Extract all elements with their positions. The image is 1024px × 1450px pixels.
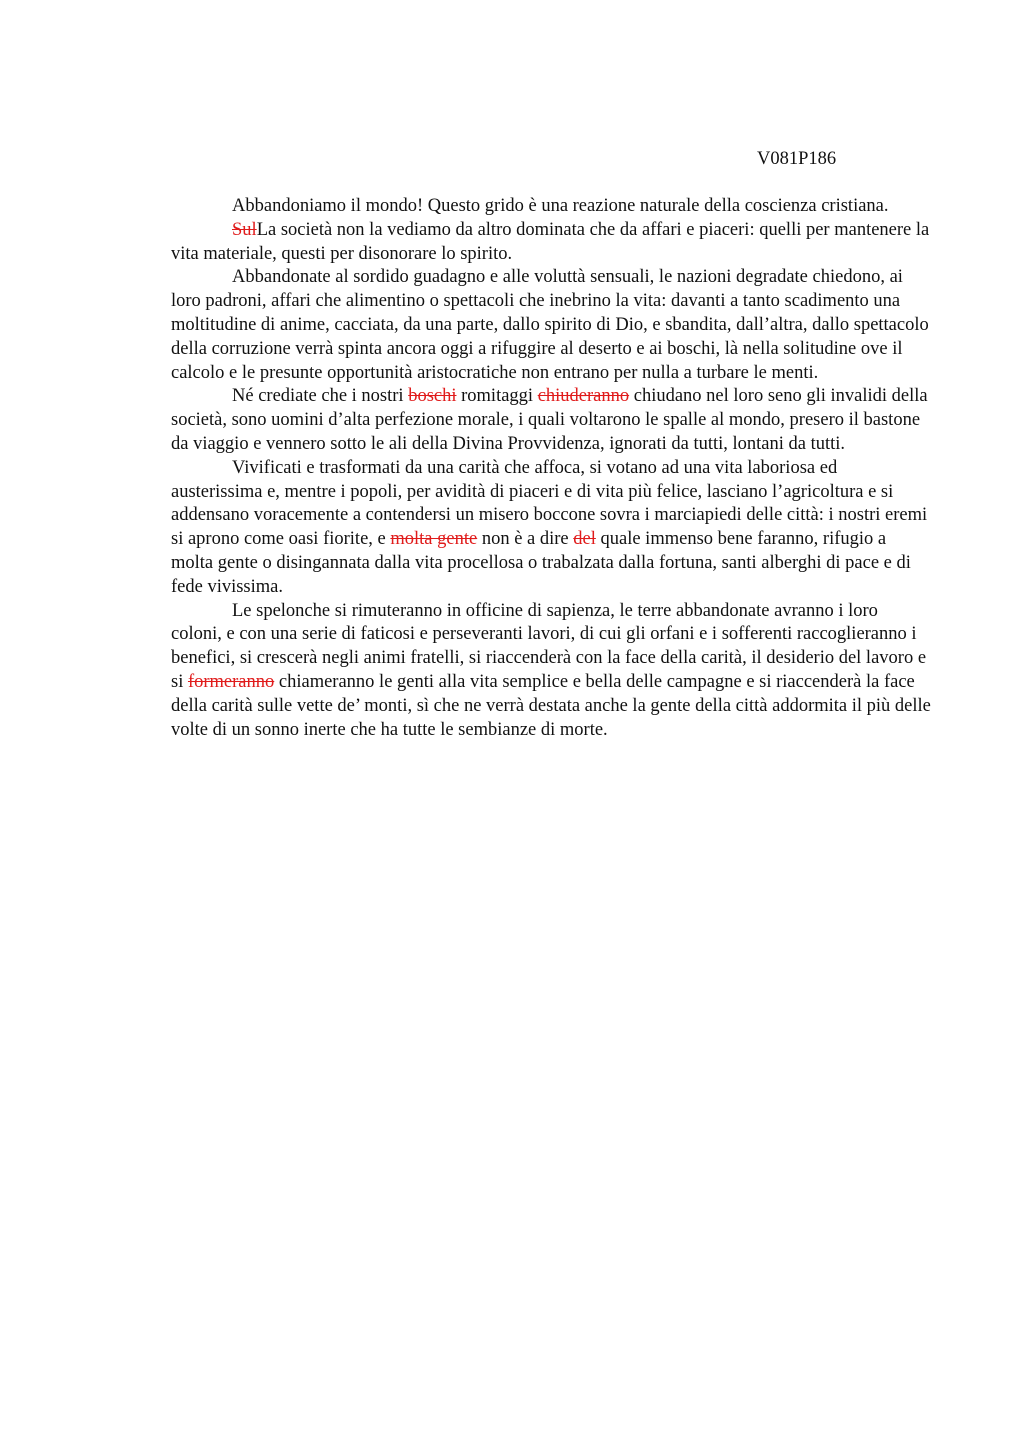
deleted-text: chiuderanno xyxy=(537,386,630,407)
text-segment: quale immenso bene faranno, rifugio a molta gente o disingannata dalla vita procellosa o trabalzata dalla fortuna, santi alberghi di pace e di fede vivissima. xyxy=(171,529,911,597)
document-body xyxy=(171,195,931,742)
paragraph xyxy=(171,195,931,219)
text-segment: Abbandonate al sordido guadagno e alle voluttà sensuali, le nazioni degradate chiedono, ai loro padroni, affari che alimentino o spettacoli che inebrino la vita: davanti a tanto scadimento una moltitudine di anime, cacciata, da una parte, dallo spirito di Dio, e sbandita, dall’altra, dallo spettacolo della corruzione verrà spinta ancora oggi a rifuggire al deserto e ai boschi, là nella solitudine ove il calcolo e le presunte opportunità aristocratiche non entrano per nulla a turbare le menti. xyxy=(171,267,929,383)
text-segment: Le spelonche si rimuteranno in officine di sapienza, le terre abbandonate avranno i loro coloni, e con una serie di faticosi e perseveranti lavori, di cui gli orfani e i sofferenti raccoglieranno i benefici, si crescerà negli animi fratelli, si riaccenderà con la face della carità, il desiderio del lavoro e si xyxy=(171,600,927,692)
text-segment: Abbandoniamo il mondo! Questo grido è una reazione naturale della coscienza cristiana. xyxy=(232,196,889,216)
text-segment: non è a dire xyxy=(477,529,574,550)
deleted-text: del xyxy=(573,529,596,550)
paragraph xyxy=(171,457,931,600)
text-segment: chiameranno le genti alla vita semplice e bella delle campagne e si riaccenderà la face della carità sulle vette de’ monti, sì che ne verrà destata anche la gente della città addormita il più delle volte di un sonno inerte che ha tutte le sembianze di morte. xyxy=(171,671,931,740)
deleted-text: Sul xyxy=(232,219,257,240)
page-identifier: V081P186 xyxy=(757,149,837,169)
text-segment: romitaggi xyxy=(456,386,538,407)
deleted-text: formeranno xyxy=(187,671,275,692)
paragraph xyxy=(171,385,931,456)
text-segment: La società non la vediamo da altro dominata che da affari e piaceri: quelli per mantenere la vita materiale, questi per disonorare lo spirito. xyxy=(171,219,930,264)
text-segment: Vivificati e trasformati da una carità che affoca, si votano ad una vita laboriosa ed austerissima e, mentre i popoli, per avidità di piaceri e di vita più felice, lasciano l’agricoltura e si addensano voracemente a contendersi un misero boccone sovra i marciapiedi delle città: i nostri eremi si aprono come oasi fiorite, e xyxy=(171,457,928,550)
text-segment: Né crediate che i nostri xyxy=(232,386,409,407)
deleted-text: boschi xyxy=(408,386,457,407)
paragraph xyxy=(171,219,931,267)
paragraph xyxy=(171,266,931,385)
text-segment: chiudano nel loro seno gli invalidi della società, sono uomini d’alta perfezione morale, i quali voltarono le spalle al mondo, presero il bastone da viaggio e vennero sotto le ali della Divina Provvidenza, ignorati da tutti, lontani da tutti. xyxy=(171,386,928,454)
deleted-text: molta gente xyxy=(390,529,478,550)
paragraph xyxy=(171,600,931,743)
